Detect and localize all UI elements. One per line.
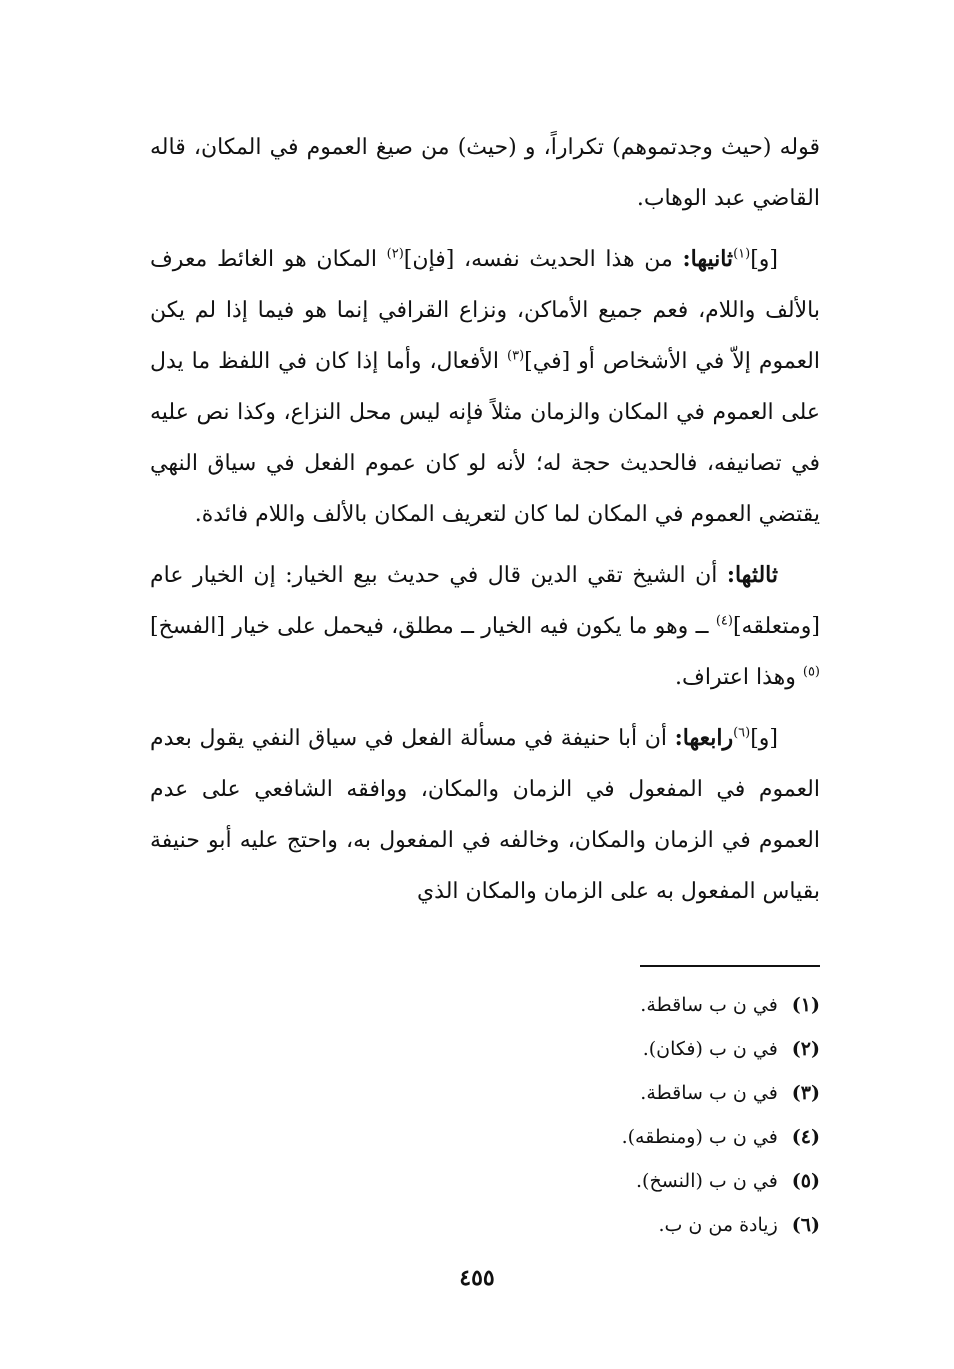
paragraph-3 [150, 550, 820, 703]
footnote-text: في ن ب (النسخ). [636, 1170, 778, 1192]
point-heading-fourth: رابعها: [674, 725, 734, 751]
footnote-item [520, 1071, 820, 1115]
footnote-item [520, 1159, 820, 1203]
point-heading-second: ثانيها: [682, 246, 734, 272]
paragraph-4 [150, 713, 820, 917]
footnote-ref-4[interactable]: (٤) [715, 613, 733, 629]
page-number: ٤٥٥ [459, 1265, 495, 1291]
paragraph-2 [150, 234, 820, 540]
paragraph-4-text: أن أبا حنيفة في مسألة الفعل في سياق النفي يقول بعدم العموم في المفعول في الزمان والمكان، ووافقه الشافعي على عدم العموم في الزمان والمكان، وخالفه في المفعول به، واحتج عليه أبو حنيفة بقياس المفعول به على الزمان والمكان الذي [150, 726, 820, 904]
footnote-ref-3[interactable]: (٣) [507, 348, 525, 364]
paragraph-1-text: قوله (حيث وجدتموهم) تكراراً، و (حيث) من صيغ العموم في المكان، قاله القاضي عبد الوهاب. [150, 135, 820, 211]
footnote-number: (٣) [791, 1082, 820, 1104]
footnote-ref-1[interactable]: (١) [733, 246, 751, 262]
footnote-item [520, 1203, 820, 1247]
footnote-text: في ن ب (فكان). [642, 1038, 778, 1060]
footnote-text: في ن ب (ومنطقه). [621, 1126, 778, 1148]
footnote-item [520, 983, 820, 1027]
point-heading-third: ثالثها: [726, 562, 778, 588]
footnote-number: (٦) [791, 1214, 820, 1236]
bracket-addition: [و] [750, 726, 778, 751]
paragraph-3-text-a: أن الشيخ تقي الدين قال في حديث بيع الخيار: إن الخيار عام [ومتعلقه] [150, 563, 820, 639]
footnote-text: في ن ب ساقطة. [640, 1082, 778, 1104]
footnote-item [520, 1115, 820, 1159]
paragraph-2-text-b: المكان هو الغائط معرف بالألف واللام، فعم جميع الأماكن، ونزاع القرافي إنما هو فيما إذا لم يكن العموم إلاّ في الأشخاص أو [في] [150, 247, 820, 374]
paragraph-3-text-b: ــ وهو ما يكون فيه الخيار ــ مطلق، فيحمل على خيار [الفسخ] [150, 614, 716, 639]
bracket-addition: [و] [750, 247, 778, 272]
paragraph-3-text-c: وهذا اعتراف. [675, 665, 803, 690]
footnote-ref-6[interactable]: (٦) [733, 725, 751, 741]
footnote-item [520, 1027, 820, 1071]
footnote-text: في ن ب ساقطة. [640, 994, 778, 1016]
footnote-number: (٤) [791, 1126, 820, 1148]
paragraph-1 [150, 122, 820, 224]
footnotes-list [520, 983, 820, 1247]
paragraph-2-text-c: الأفعال، وأما إذا كان في اللفظ ما يدل على العموم في المكان والزمان مثلاً فإنه ليس محل النزاع، وكذا نص عليه في تصانيفه، فالحديث حجة له؛ لأنه لو كان عموم الفعل في سياق النهي يقتضي العموم في المكان لما كان لتعريف المكان بالألف واللام فائدة. [150, 349, 820, 527]
footnote-number: (٢) [791, 1038, 820, 1060]
footnote-ref-2[interactable]: (٢) [386, 246, 404, 262]
footnote-number: (١) [791, 994, 820, 1016]
footnote-number: (٥) [791, 1170, 820, 1192]
footnote-ref-5[interactable]: (٥) [802, 664, 820, 680]
footnote-divider [640, 965, 820, 967]
footnote-text: زيادة من ن ب. [658, 1214, 778, 1236]
main-text [150, 122, 820, 927]
paragraph-2-text-a: من هذا الحديث نفسه، [فإن] [403, 247, 683, 272]
